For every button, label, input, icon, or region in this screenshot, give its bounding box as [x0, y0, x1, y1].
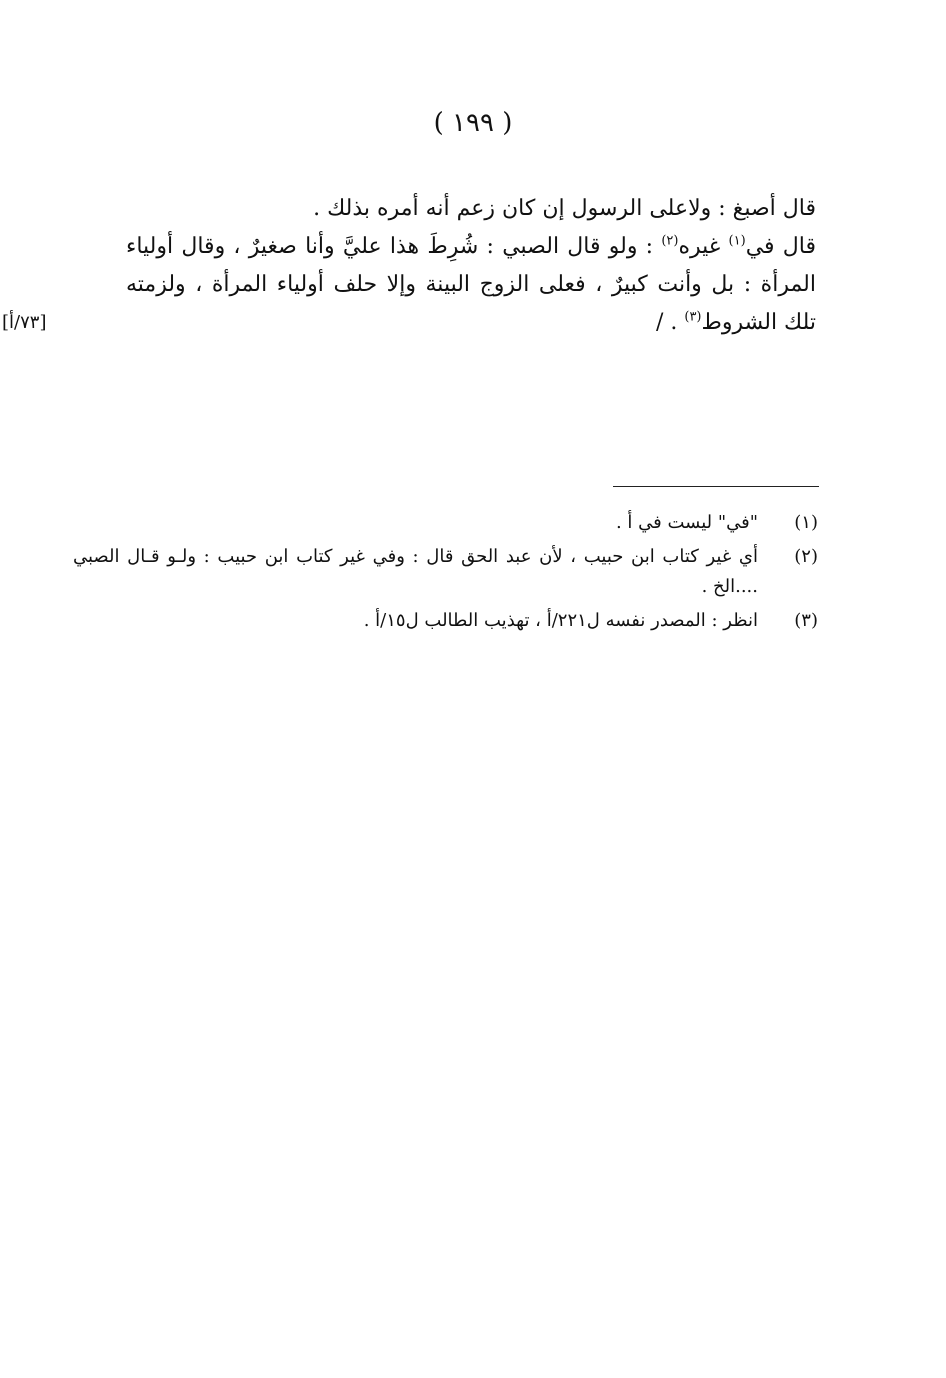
footnote-separator — [613, 486, 819, 487]
footnote-item — [73, 508, 818, 538]
footnote-ref-2: (٢) — [661, 233, 679, 249]
paragraph-2 — [126, 228, 816, 342]
footnote-ref-1: (١) — [728, 233, 746, 249]
paragraph-2-part-b: غيره — [678, 234, 729, 259]
footnote-item — [73, 606, 818, 636]
main-text — [126, 190, 816, 342]
footnote-text: انظر : المصدر نفسه ل٢٢١/أ ، تهذيب الطالب ل١٥/أ . — [363, 610, 758, 631]
footnote-text: "في" ليست في أ . — [615, 512, 758, 533]
page-number: ( ١٩٩ ) — [433, 108, 513, 138]
footnote-number: (١) — [794, 512, 818, 533]
footnote-text: أي غير كتاب ابن حبيب ، لأن عبد الحق قال : وفي غير كتاب ابن حبيب : ولـو قـال الصبي ....الخ . — [73, 546, 758, 597]
manuscript-folio-marker: [٧٣/أ] — [2, 312, 47, 333]
footnotes-section — [73, 508, 818, 640]
paragraph-2-part-a: قال في — [745, 234, 816, 259]
paragraph-2-part-c: : ولو قال الصبي : شُرِطَ هذا عليَّ وأنا صغيرٌ ، وقال أولياء المرأة : بل وأنت كبيرٌ ، فعلى الزوج البينة وإلا حلف أولياء المرأة ، ولزمته تلك الشروط — [126, 234, 816, 335]
paragraph-1: قال أصبغ : ولاعلى الرسول إن كان زعم أنه أمره بذلك . — [313, 196, 816, 221]
footnote-number: (٢) — [794, 546, 818, 567]
footnote-ref-3: (٣) — [684, 309, 702, 325]
footnote-number: (٣) — [794, 610, 818, 631]
footnote-item — [73, 542, 818, 602]
paragraph-2-part-d: . / — [655, 310, 685, 335]
